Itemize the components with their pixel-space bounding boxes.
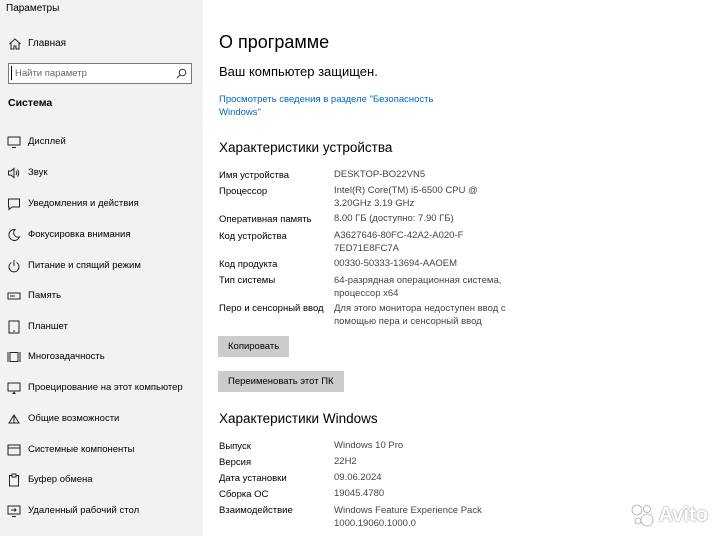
sidebar-item-label: Удаленный рабочий стол [28, 505, 140, 516]
avito-logo-icon [629, 502, 655, 528]
sidebar-item-label: Фокусировка внимания [28, 229, 131, 240]
row-label: Выпуск [219, 441, 251, 452]
clipboard-icon [7, 473, 21, 487]
sidebar-item-label: Планшет [28, 321, 68, 332]
sidebar-item-home[interactable] [0, 34, 203, 54]
row-label: Имя устройства [219, 170, 290, 181]
row-value: 00330-50333-13694-AAOEM [334, 258, 458, 269]
home-icon [8, 37, 22, 51]
row-value: Для этого монитора недоступен ввод с помощью пера и сенсорный ввод [334, 303, 506, 327]
sidebar-item-label: Системные компоненты [28, 444, 135, 455]
window-title: Параметры [6, 3, 60, 14]
display-icon [7, 135, 21, 149]
row-label: Дата установки [219, 473, 287, 484]
row-value: DESKTOP-BO22VN5 [334, 169, 426, 180]
sidebar-item-system-components[interactable] [0, 439, 203, 461]
notifications-icon [7, 197, 21, 211]
sidebar-item-label: Память [28, 290, 62, 301]
sidebar-item-label: Общие возможности [28, 413, 120, 424]
power-icon [7, 259, 21, 273]
device-section-title: Характеристики устройства [219, 140, 393, 155]
security-link[interactable]: Просмотреть сведения в разделе "Безопасность Windows" [219, 94, 434, 118]
row-label: Версия [219, 457, 252, 468]
sound-icon [7, 166, 21, 180]
row-label: Оперативная память [219, 214, 312, 225]
sidebar-item-multitasking[interactable] [0, 346, 203, 368]
sidebar-item-label: Уведомления и действия [28, 198, 139, 209]
row-value: 8.00 ГБ (доступно: 7.90 ГБ) [334, 213, 454, 224]
search-box[interactable] [8, 63, 192, 84]
sidebar [0, 0, 203, 536]
rename-pc-button[interactable]: Переименовать этот ПК [218, 371, 344, 392]
sidebar-item-notifications[interactable] [0, 193, 203, 215]
remote-desktop-icon [7, 504, 21, 518]
avito-watermark [629, 502, 708, 528]
sidebar-item-remote-desktop[interactable] [0, 500, 203, 522]
row-value: 22H2 [334, 456, 357, 467]
sidebar-item-label: Звук [28, 167, 48, 178]
row-label: Перо и сенсорный ввод [219, 303, 324, 314]
row-value: 64-разрядная операционная система, процессор x64 [334, 275, 502, 299]
sidebar-item-power[interactable] [0, 255, 203, 277]
row-label: Код продукта [219, 259, 278, 270]
avito-watermark-text: Avito [658, 503, 708, 526]
search-input[interactable] [15, 66, 175, 81]
storage-icon [7, 289, 21, 303]
system-components-icon [7, 443, 21, 457]
row-label: Тип системы [219, 275, 276, 286]
row-label: Код устройства [219, 231, 287, 242]
row-label: Сборка ОС [219, 489, 269, 500]
tablet-icon [7, 320, 21, 334]
main-content [203, 0, 720, 536]
row-value: Windows Feature Experience Pack 1000.19060.1000.0 [334, 505, 482, 529]
sidebar-item-shared-experiences[interactable] [0, 408, 203, 430]
sidebar-item-tablet[interactable] [0, 316, 203, 338]
search-icon[interactable] [176, 68, 187, 79]
text-cursor [11, 66, 12, 80]
sidebar-item-projecting[interactable] [0, 377, 203, 399]
copy-button[interactable]: Копировать [218, 336, 289, 357]
windows-section-title: Характеристики Windows [219, 411, 378, 426]
sidebar-item-clipboard[interactable] [0, 469, 203, 491]
row-value: Windows 10 Pro [334, 440, 404, 451]
sidebar-item-label: Многозадачность [28, 351, 105, 362]
row-value: A3627646-80FC-42A2-A020-F7ED71E8FC7A [334, 230, 464, 254]
row-label: Процессор [219, 186, 268, 197]
row-value: 19045.4780 [334, 488, 385, 499]
row-value: Intel(R) Core(TM) i5-6500 CPU @ 3.20GHz 3.19 GHz [334, 185, 478, 209]
sidebar-item-focus[interactable] [0, 224, 203, 246]
sidebar-item-sound[interactable] [0, 162, 203, 184]
sidebar-item-label: Питание и спящий режим [28, 260, 141, 271]
sidebar-item-label: Проецирование на этот компьютер [28, 382, 183, 393]
sidebar-home-label: Главная [28, 38, 67, 49]
sidebar-item-storage[interactable] [0, 285, 203, 307]
page-title: О программе [219, 32, 330, 52]
projecting-icon [7, 381, 21, 395]
sidebar-section-title: Система [8, 97, 53, 109]
row-value: 09.06.2024 [334, 472, 382, 483]
multitasking-icon [7, 350, 21, 364]
row-label: Взаимодействие [219, 505, 293, 516]
shared-experiences-icon [7, 412, 21, 426]
sidebar-item-label: Буфер обмена [28, 474, 93, 485]
sidebar-item-display[interactable] [0, 131, 203, 153]
focus-moon-icon [7, 228, 21, 242]
sidebar-item-label: Дисплей [28, 136, 66, 147]
protection-status: Ваш компьютер защищен. [219, 64, 378, 79]
